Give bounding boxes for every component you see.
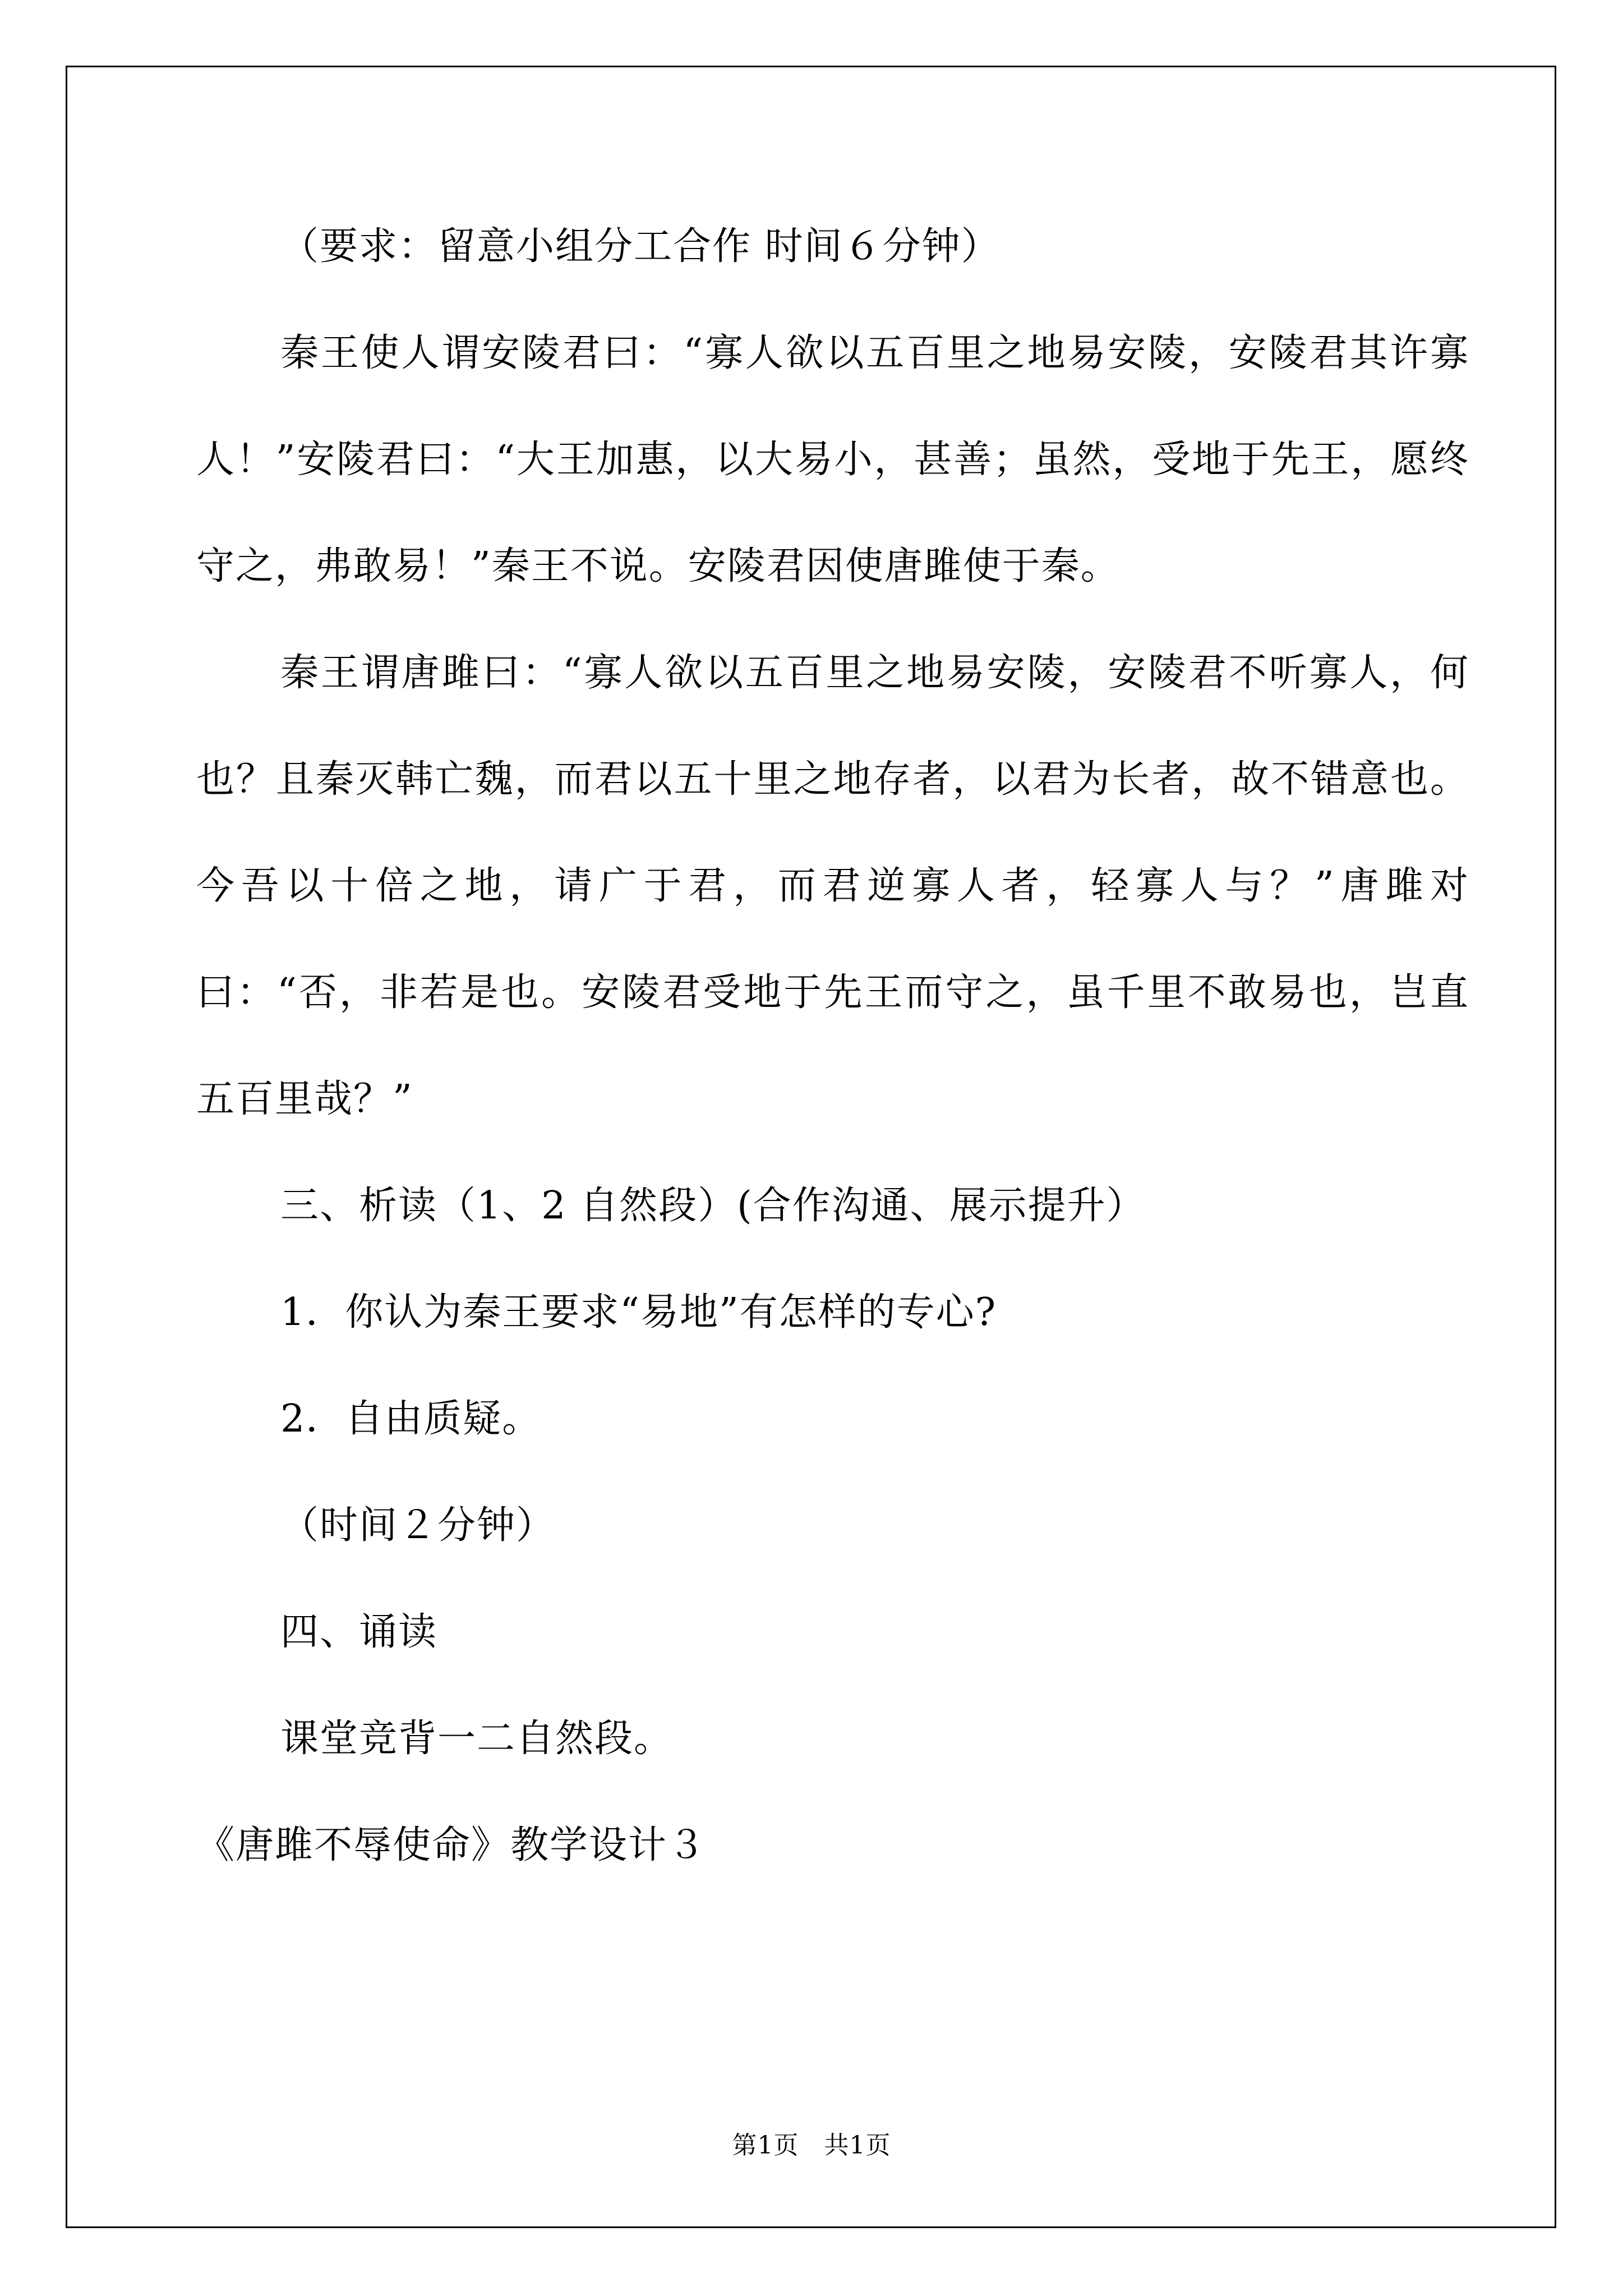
question-2: 2．自由质疑。	[280, 1397, 542, 1441]
document-title: 《唐雎不辱使命》教学设计３	[196, 1823, 707, 1867]
time-note: （时间２分钟）	[280, 1503, 556, 1548]
text-paragraph-2: 秦王谓唐雎曰：“寡人欲以五百里之地易安陵，安陵君不听寡人，何也？且秦灭韩亡魏，而君以五十里之地存者，以君为长者，故不错意也。今吾以十倍之地，请广于君，而君逆寡人者，轻寡人与？”唐雎对曰：“否，非若是也。安陵君受地于先王而守之，虽千里不敢易也，岂直五百里哉？”	[196, 651, 1469, 1121]
recite-task: 课堂竞背一二自然段。	[280, 1717, 674, 1761]
page-footer: 第1页 共1页	[732, 2131, 891, 2160]
requirement-note: （要求：留意小组分工合作 时间６分钟）	[280, 224, 1000, 269]
section-heading-recite: 四、诵读	[280, 1610, 438, 1654]
text-paragraph-1: 秦王使人谓安陵君曰：“寡人欲以五百里之地易安陵，安陵君其许寡人！”安陵君曰：“大王加惠，以大易小，甚善；虽然，受地于先王，愿终守之，弗敢易！”秦王不说。安陵君因使唐雎使于秦。	[196, 331, 1469, 588]
question-1: 1．你认为秦王要求“易地”有怎样的专心?	[280, 1290, 997, 1335]
section-heading-analysis: 三、析读（1、2 自然段）(合作沟通、展示提升）	[280, 1184, 1146, 1228]
